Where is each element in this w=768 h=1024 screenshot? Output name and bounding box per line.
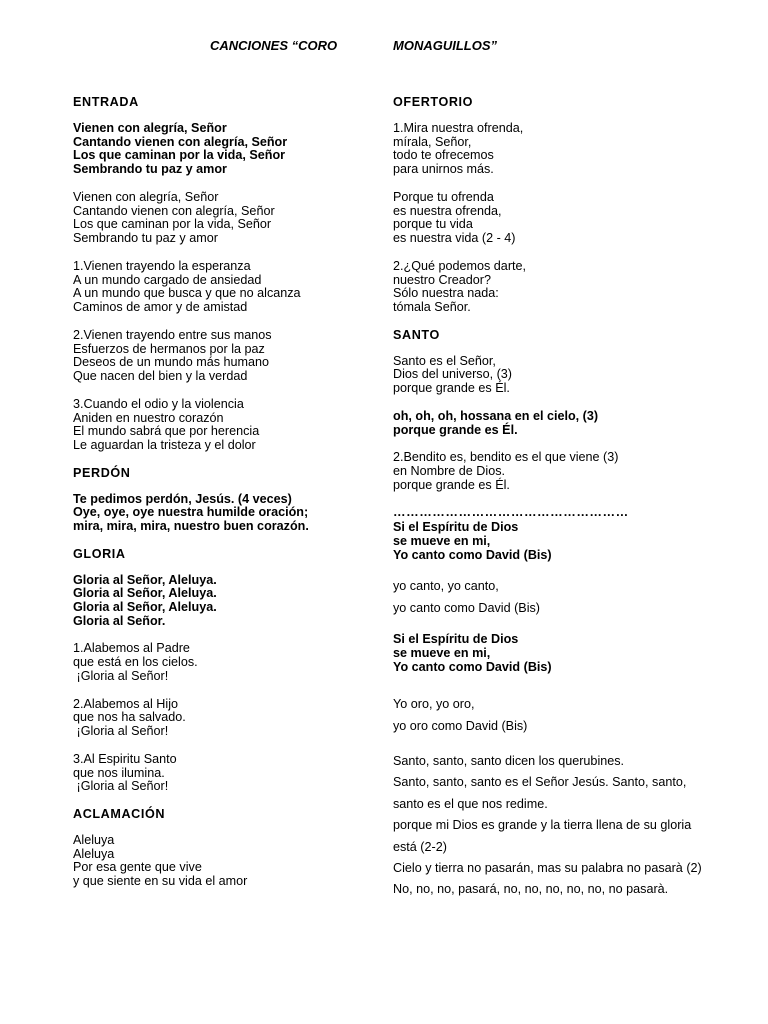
lyric-line: ¡Gloria al Señor!: [73, 724, 169, 739]
lyric-line: 2.Alabemos al Hijo: [73, 696, 178, 711]
espiritu-chorus-2: [393, 633, 708, 674]
lyric-line: Yo canto como David (Bis): [393, 659, 552, 674]
ofertorio-verse-2: [393, 260, 708, 315]
lyric-line: Oye, oye, oye nuestra humilde oración;: [73, 505, 309, 520]
lyric-line: ¡Gloria al Señor!: [73, 779, 169, 794]
entrada-verse-2: [73, 329, 373, 384]
lyric-line: Por esa gente que vive: [73, 860, 202, 875]
santo-verse-1: [393, 355, 708, 396]
lyric-line: Santo, santo, santo dicen los querubines.: [393, 753, 625, 768]
lyric-line: mírala, Señor,: [393, 134, 472, 149]
heading-gloria: GLORIA: [73, 546, 126, 561]
lyric-line: Gloria al Señor, Aleluya.: [73, 600, 217, 615]
lyric-line: Vienen con alegría, Señor: [73, 120, 227, 135]
lyric-line: Aniden en nuestro corazón: [73, 410, 224, 425]
lyric-line: oh, oh, oh, hossana en el cielo, (3): [393, 408, 599, 423]
lyric-line: Aleluya: [73, 846, 115, 861]
lyric-line: El mundo sabrá que por herencia: [73, 424, 260, 439]
lyric-line: 3.Al Espiritu Santo: [73, 751, 177, 766]
lyric-line: porque grande es Él.: [393, 381, 510, 396]
title-part-2: MONAGUILLOS”: [393, 38, 497, 53]
lyric-line: Si el Espíritu de Dios: [393, 520, 519, 535]
lyric-line: es nuestra ofrenda,: [393, 203, 502, 218]
lyric-line: Cantando vienen con alegría, Señor: [73, 134, 288, 149]
lyric-line: Aleluya: [73, 832, 115, 847]
lyric-line: 1.Alabemos al Padre: [73, 641, 190, 656]
gloria-chorus: [73, 574, 373, 629]
lyric-line: para unirnos más.: [393, 162, 494, 177]
gloria-verse-1: [73, 642, 373, 683]
lyric-line: se mueve en mi,: [393, 533, 491, 548]
entrada-verse-3: [73, 398, 373, 453]
lyric-line: se mueve en mi,: [393, 645, 491, 660]
left-column: [73, 96, 373, 903]
lyric-line: Sembrando tu paz y amor: [73, 162, 227, 177]
lyric-line: nuestro Creador?: [393, 272, 492, 287]
lyric-line: 2.Vienen trayendo entre sus manos: [73, 327, 272, 342]
lyric-line: yo canto como David (Bis): [393, 600, 540, 615]
lyric-line: todo te ofrecemos: [393, 148, 494, 163]
lyric-line: 2.¿Qué podemos darte,: [393, 258, 527, 273]
lyric-line: A un mundo cargado de ansiedad: [73, 272, 262, 287]
espiritu-canto: [393, 576, 708, 619]
lyric-line: que está en los cielos.: [73, 655, 198, 670]
lyric-line: Caminos de amor y de amistad: [73, 300, 248, 315]
lyric-line: Gloria al Señor, Aleluya.: [73, 586, 217, 601]
entrada-verse-1: [73, 260, 373, 315]
lyric-line: yo oro como David (Bis): [393, 718, 528, 733]
perdon-lines: [73, 493, 373, 534]
lyric-line: Santo es el Señor,: [393, 353, 496, 368]
ofertorio-verse-1: [393, 122, 708, 177]
lyric-line: tómala Señor.: [393, 300, 471, 315]
santo-verse-2: [393, 451, 708, 492]
lyric-line: No, no, no, pasará, no, no, no, no, no, no pasarà.: [393, 882, 669, 897]
lyric-line: 2.Bendito es, bendito es el que viene (3): [393, 450, 619, 465]
dotted-separator: ………………………………………………: [393, 505, 629, 520]
lyric-line: Porque tu ofrenda: [393, 189, 494, 204]
lyric-line: Vienen con alegría, Señor: [73, 189, 219, 204]
lyric-line: mira, mira, mira, nuestro buen corazón.: [73, 519, 309, 534]
espiritu-chorus-1: [393, 521, 708, 562]
lyric-line: que nos ha salvado.: [73, 710, 186, 725]
lyric-line: es nuestra vida (2 - 4): [393, 231, 516, 246]
lyric-line: Deseos de un mundo más humano: [73, 355, 270, 370]
lyric-line: Esfuerzos de hermanos por la paz: [73, 341, 265, 356]
santo-chorus-bold: [393, 410, 708, 438]
title-part-1: CANCIONES “CORO: [210, 38, 338, 53]
lyric-line: 3.Cuando el odio y la violencia: [73, 396, 244, 411]
lyric-line: Santo, santo, santo es el Señor Jesús. Santo, santo, santo es el que nos redime.: [393, 775, 687, 811]
lyric-line: porque mi Dios es grande y la tierra llena de su gloria está (2-2): [393, 818, 692, 854]
lyric-line: Los que caminan por la vida, Señor: [73, 148, 286, 163]
right-column: [393, 96, 708, 915]
lyric-line: porque tu vida: [393, 217, 473, 232]
gloria-verse-2: [73, 698, 373, 739]
lyric-line: porque grande es Él.: [393, 422, 518, 437]
lyric-line: 1.Mira nuestra ofrenda,: [393, 120, 524, 135]
heading-aclamacion: ACLAMACIÓN: [73, 807, 166, 822]
entrada-chorus-bold: [73, 122, 373, 177]
lyric-line: Te pedimos perdón, Jesús. (4 veces): [73, 491, 292, 506]
lyric-line: en Nombre de Dios.: [393, 463, 505, 478]
lyric-line: Yo oro, yo oro,: [393, 697, 475, 712]
aclamacion-lines: [73, 834, 373, 889]
heading-santo: SANTO: [393, 327, 440, 342]
lyric-line: Si el Espíritu de Dios: [393, 631, 519, 646]
lyric-line: 1.Vienen trayendo la esperanza: [73, 258, 251, 273]
lyric-line: A un mundo que busca y que no alcanza: [73, 286, 301, 301]
lyric-line: Dios del universo, (3): [393, 367, 512, 382]
lyric-line: que nos ilumina.: [73, 765, 165, 780]
lyric-line: Yo canto como David (Bis): [393, 547, 552, 562]
lyric-line: yo canto, yo canto,: [393, 579, 499, 594]
lyric-line: Sembrando tu paz y amor: [73, 231, 218, 246]
espiritu-final: [393, 751, 708, 901]
entrada-chorus: [73, 191, 373, 246]
heading-ofertorio: OFERTORIO: [393, 95, 474, 109]
lyric-line: Cantando vienen con alegría, Señor: [73, 203, 275, 218]
lyric-line: Cielo y tierra no pasarán, mas su palabra no pasarà (2): [393, 860, 702, 875]
lyric-line: Le aguardan la tristeza y el dolor: [73, 438, 256, 453]
espiritu-oro: [393, 694, 708, 737]
lyric-line: Gloria al Señor, Aleluya.: [73, 572, 217, 587]
gloria-verse-3: [73, 753, 373, 794]
lyric-line: porque grande es Él.: [393, 477, 510, 492]
lyric-line: y que siente en su vida el amor: [73, 874, 248, 889]
heading-entrada: ENTRADA: [73, 95, 139, 109]
lyric-line: ¡Gloria al Señor!: [73, 669, 169, 684]
lyric-line: Gloria al Señor.: [73, 613, 166, 628]
lyric-line: Los que caminan por la vida, Señor: [73, 217, 272, 232]
lyric-line: Que nacen del bien y la verdad: [73, 369, 248, 384]
heading-perdon: PERDÓN: [73, 465, 131, 480]
ofertorio-chorus: [393, 191, 708, 246]
lyric-line: Sólo nuestra nada:: [393, 286, 499, 301]
